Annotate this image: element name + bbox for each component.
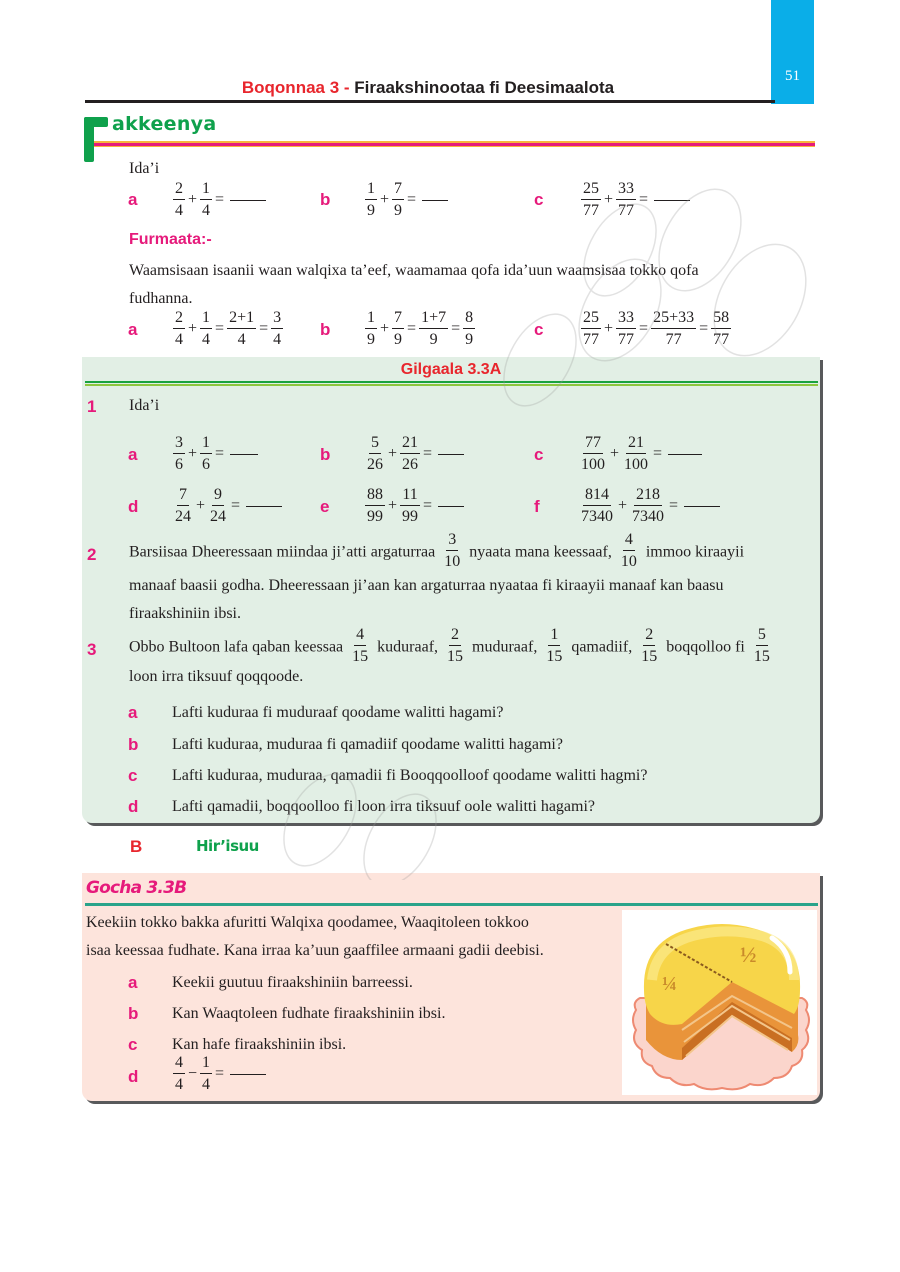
section-title-hirisuu: Hir’isuu: [196, 837, 259, 855]
fraction: $\frac{2}{15}$: [641, 626, 658, 665]
page-number-tab: [771, 0, 814, 104]
q3-sub-a: Lafti kuduraa fi muduraaf qoodame walitti hagami?: [172, 704, 504, 721]
solution-c: $\frac{25}{77}$ + $\frac{33}{77}$ = $\frac{25+33}{77}$ = $\frac{58}{77}$: [583, 309, 730, 348]
chapter-title: Firaakshinootaa fi Deesimaalota: [354, 78, 615, 97]
q1-problem-b: $\frac{5}{26}$ + $\frac{21}{26}$ =: [364, 435, 464, 473]
q1-label-d: d: [128, 497, 139, 516]
question-2-line1: Barsiisaa Dheeressaan miindaa ji’atti argaturraa $\frac{3}{10}$ nyaata mana keessaaf, $\frac{4}{10}$ immoo kiraayii: [129, 531, 745, 570]
section-initial-f: [84, 117, 114, 162]
fraction: $\frac{5}{15}$: [753, 626, 770, 665]
activity-rule: [85, 903, 818, 906]
fraction: $\frac{4}{15}$: [352, 626, 369, 665]
q3-label-d: d: [128, 797, 139, 816]
answer-blank[interactable]: [668, 453, 702, 455]
question-3-line2: loon irra tiksuuf qoqqoode.: [129, 668, 304, 685]
fraction: $\frac{3}{10}$: [444, 531, 461, 570]
answer-blank[interactable]: [438, 453, 464, 455]
chapter-label: Boqonnaa 3 -: [241, 78, 350, 97]
exercise-title: Gilgaala 3.3A: [400, 361, 502, 378]
answer-blank[interactable]: [654, 199, 690, 201]
question-1-instruction: Ida’i: [129, 397, 160, 414]
fraction: $\frac{1}{15}$: [546, 626, 563, 665]
solution-heading: Furmaata:-: [129, 231, 212, 248]
cake-label-half: ½: [740, 942, 757, 967]
question-2-line2: manaaf baasii godha. Dheeressaan ji’aan kan argaturraa nyaataa fi kiraayii manaaf kan baasu: [129, 577, 724, 594]
cake-label-quarter: ¼: [662, 973, 677, 995]
solution-label-c: c: [534, 320, 544, 339]
solution-b: $\frac{1}{9}$ + $\frac{7}{9}$ = $\frac{1+7}{9}$ = $\frac{8}{9}$: [367, 309, 474, 348]
page-number: 51: [785, 68, 800, 84]
example-problem-b: $\frac{1}{9}$ + $\frac{7}{9}$ =: [364, 181, 448, 219]
example-problem-a: $\frac{2}{4}$ + $\frac{1}{4}$ =: [172, 181, 266, 219]
activity-label-c: c: [128, 1035, 138, 1054]
example-instruction: Ida’i: [129, 160, 160, 177]
cake-icon: [622, 910, 817, 1095]
question-number-2: 2: [87, 545, 97, 564]
activity-intro-line1: Keekiin tokko bakka afuritti Walqixa qoodamee, Waaqitoleen tokkoo: [86, 914, 529, 931]
activity-item-c: Kan hafe firaakshiniin ibsi.: [172, 1036, 347, 1053]
question-number-3: 3: [87, 640, 97, 659]
exercise-rule: [85, 381, 818, 386]
solution-label-a: a: [128, 320, 138, 339]
answer-blank[interactable]: [230, 453, 258, 455]
q1-label-c: c: [534, 445, 544, 464]
q1-label-b: b: [320, 445, 331, 464]
answer-blank[interactable]: [422, 199, 448, 201]
q1-problem-d: $\frac{7}{24}$ + $\frac{9}{24}$ =: [172, 487, 282, 525]
solution-text-line1: Waamsisaan isaanii waan walqixa ta’eef, waamamaa qofa ida’uun waamsisaa tokko qofa: [129, 262, 699, 279]
answer-blank[interactable]: [684, 505, 720, 507]
answer-blank[interactable]: [246, 505, 282, 507]
question-3-line1: Obbo Bultoon lafa qaban keessaa $\frac{4}{15}$ kuduraaf, $\frac{2}{15}$ muduraaf, $\frac{1}{15}$ qamadiif, $\frac{2}{15}$ boqqolloo fi $\frac{5}{15}$: [129, 626, 770, 665]
q3-label-c: c: [128, 766, 138, 785]
q1-problem-f: $\frac{814}{7340}$ + $\frac{218}{7340}$ =: [578, 487, 720, 525]
question-number-1: 1: [87, 397, 97, 416]
section-label-b: B: [130, 837, 143, 856]
q1-label-a: a: [128, 445, 138, 464]
answer-blank[interactable]: [230, 199, 266, 201]
fraction: $\frac{4}{10}$: [620, 531, 637, 570]
q3-sub-d: Lafti qamadii, boqqoolloo fi loon irra tiksuuf oole walitti hagami?: [172, 798, 596, 815]
activity-item-b: Kan Waaqtoleen fudhate firaakshiniin ibsi.: [172, 1005, 446, 1022]
activity-intro-line2: isaa keessaa fudhate. Kana irraa ka’uun gaaffilee armaani gadii deebisi.: [86, 942, 544, 959]
example-problem-c: $\frac{25}{77}$ + $\frac{33}{77}$ =: [580, 181, 690, 219]
q1-problem-e: $\frac{88}{99}$ + $\frac{11}{99}$ =: [364, 487, 464, 525]
q3-sub-b: Lafti kuduraa, muduraa fi qamadiif qoodame walitti hagami?: [172, 736, 563, 753]
example-label-c: c: [534, 190, 544, 209]
q3-label-a: a: [128, 703, 138, 722]
activity-item-a: Keekii guutuu firaakshiniin barreessi.: [172, 974, 413, 991]
fraction: $\frac{2}{15}$: [447, 626, 464, 665]
q1-problem-a: $\frac{3}{6}$ + $\frac{1}{6}$ =: [172, 435, 258, 473]
example-label-b: b: [320, 190, 331, 209]
example-label-a: a: [128, 190, 138, 209]
solution-a: $\frac{2}{4}$ + $\frac{1}{4}$ = $\frac{2+1}{4}$ = $\frac{3}{4}$: [175, 309, 282, 348]
chapter-rule: [85, 100, 775, 103]
section-title-fakkeenya: akkeenya: [112, 113, 217, 135]
q1-label-f: f: [534, 497, 540, 516]
activity-label-d: d: [128, 1067, 139, 1086]
solution-text-line2: fudhanna.: [129, 290, 193, 307]
q3-label-b: b: [128, 735, 139, 754]
answer-blank[interactable]: [230, 1073, 266, 1075]
cake-illustration: [622, 910, 817, 1095]
solution-label-b: b: [320, 320, 331, 339]
q3-sub-c: Lafti kuduraa, muduraa, qamadii fi Booqqoolloof qoodame walitti hagmi?: [172, 767, 648, 784]
answer-blank[interactable]: [438, 505, 464, 507]
section-rule: [94, 141, 815, 148]
activity-label-b: b: [128, 1004, 139, 1023]
activity-problem-d: $\frac{4}{4}$ − $\frac{1}{4}$ =: [172, 1055, 266, 1093]
activity-label-a: a: [128, 973, 138, 992]
q1-problem-c: $\frac{77}{100}$ + $\frac{21}{100}$ =: [578, 435, 702, 473]
chapter-header: [85, 78, 771, 102]
q1-label-e: e: [320, 497, 330, 516]
activity-title: Gocha 3.3B: [86, 878, 187, 898]
question-2-line3: firaakshiniin ibsi.: [129, 605, 241, 622]
